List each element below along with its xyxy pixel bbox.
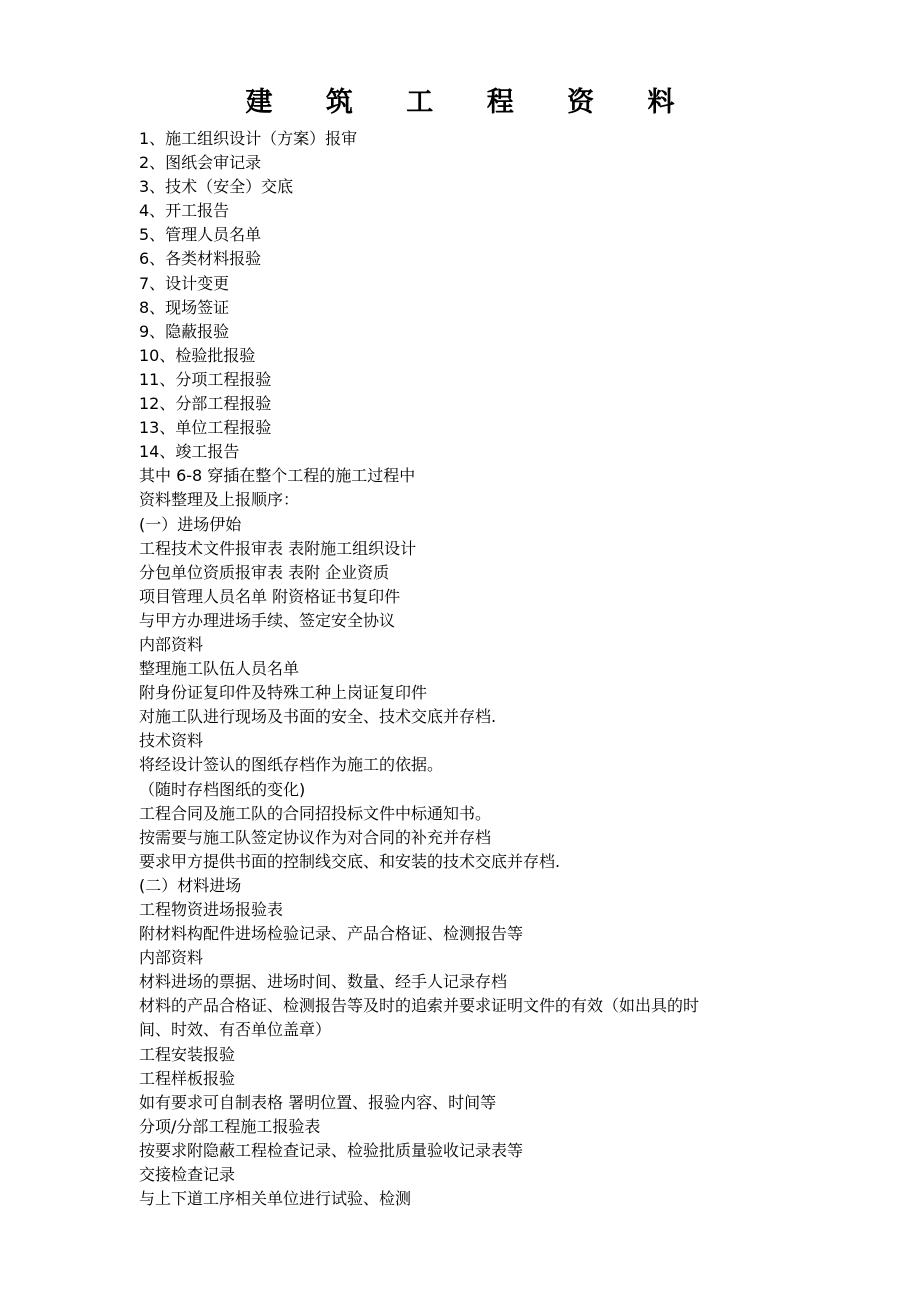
document-line: 2、图纸会审记录 — [139, 153, 262, 173]
document-title: 建 筑 工 程 资 料 — [245, 87, 697, 118]
document-line: 项目管理人员名单 附资格证书复印件 — [139, 586, 401, 606]
document-line: 14、竣工报告 — [139, 442, 240, 462]
document-line: 将经设计签认的图纸存档作为施工的依据。 — [139, 755, 444, 775]
document-line: （随时存档图纸的变化) — [139, 779, 306, 799]
document-line: 资料整理及上报顺序： — [139, 490, 300, 510]
document-line: 3、技术（安全）交底 — [139, 177, 294, 197]
document-line: 6、各类材料报验 — [139, 249, 262, 269]
document-line: 要求甲方提供书面的控制线交底、和安装的技术交底并存档. — [139, 851, 561, 871]
document-line: 对施工队进行现场及书面的安全、技术交底并存档. — [139, 707, 497, 727]
document-body — [139, 127, 789, 1211]
document-line: 间、时效、有否单位盖章） — [139, 1020, 332, 1040]
document-line: (一）进场伊始 — [139, 514, 242, 534]
document-line: 其中 6-8 穿插在整个工程的施工过程中 — [139, 466, 416, 486]
document-line: 11、分项工程报验 — [139, 369, 272, 389]
document-line: 1、施工组织设计（方案）报审 — [139, 129, 358, 148]
document-line: 附身份证复印件及特殊工种上岗证复印件 — [139, 683, 428, 703]
document-line: 技术资料 — [139, 731, 204, 751]
document-line: 按要求附隐蔽工程检查记录、检验批质量验收记录表等 — [139, 1140, 524, 1160]
document-line: 5、管理人员名单 — [139, 225, 262, 245]
document-line: 工程技术文件报审表 表附施工组织设计 — [139, 538, 417, 558]
document-line: 12、分部工程报验 — [139, 394, 272, 414]
document-line: 按需要与施工队签定协议作为对合同的补充并存档 — [139, 827, 492, 847]
document-line: 交接检查记录 — [139, 1165, 236, 1185]
document-line: (二）材料进场 — [139, 875, 242, 895]
document-line: 分包单位资质报审表 表附 企业资质 — [139, 562, 390, 582]
document-line: 内部资料 — [139, 948, 204, 968]
document-line: 内部资料 — [139, 634, 204, 654]
document-line: 工程合同及施工队的合同招投标文件中标通知书。 — [139, 803, 492, 823]
document-line: 整理施工队伍人员名单 — [139, 659, 300, 679]
document-line: 9、隐蔽报验 — [139, 321, 230, 341]
document-line: 工程安装报验 — [139, 1044, 236, 1064]
document-line: 与上下道工序相关单位进行试验、检测 — [139, 1189, 412, 1209]
document-line: 10、检验批报验 — [139, 345, 256, 365]
document-line: 材料进场的票据、进场时间、数量、经手人记录存档 — [139, 972, 508, 992]
document-line: 工程样板报验 — [139, 1068, 236, 1088]
document-line: 材料的产品合格证、检测报告等及时的追索并要求证明文件的有效（如出具的时 — [139, 996, 700, 1016]
document-line: 8、现场签证 — [139, 297, 230, 317]
document-line: 工程物资进场报验表 — [139, 900, 284, 919]
document-line: 4、开工报告 — [139, 201, 230, 221]
document-line: 与甲方办理进场手续、签定安全协议 — [139, 610, 396, 630]
document-line: 分项/分部工程施工报验表 — [139, 1116, 321, 1136]
document-line: 如有要求可自制表格 署明位置、报验内容、时间等 — [139, 1092, 497, 1112]
document-line: 7、设计变更 — [139, 273, 230, 293]
document-line: 附材料构配件进场检验记录、产品合格证、检测报告等 — [139, 924, 524, 944]
document-line: 13、单位工程报验 — [139, 418, 272, 438]
